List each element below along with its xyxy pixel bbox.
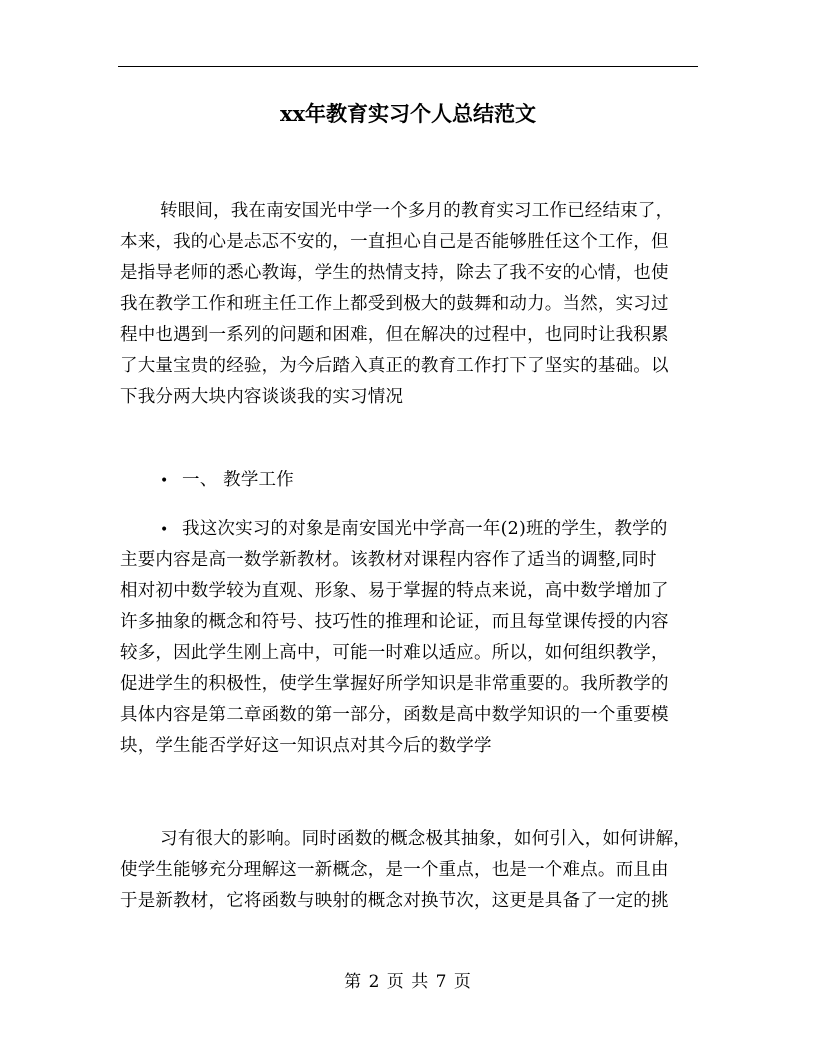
paragraph-2 (120, 514, 710, 762)
paragraph-line: 促进学生的积极性，使学生掌握好所学知识是非常重要的。我所教学的 (120, 674, 669, 694)
paragraph-line: 于是新教材，它将函数与映射的概念对换节次，这更是具备了一定的挑 (120, 891, 669, 911)
paragraph-line: 许多抽象的概念和符号、技巧性的推理和论证，而且每堂课传授的内容 (120, 612, 669, 632)
paragraph-1 (120, 196, 710, 413)
paragraph-line: 习有很大的影响。同时函数的概念极其抽象，如何引入，如何讲解， (160, 829, 691, 849)
bullet-icon: • (160, 522, 169, 538)
paragraph-line: 了大量宝贵的经验，为今后踏入真正的教育工作打下了坚实的基础。以 (120, 356, 669, 376)
paragraph-line: 是指导老师的悉心教诲，学生的热情支持，除去了我不安的心情，也使 (120, 263, 669, 283)
page-number-footer: 第 2 页 共 7 页 (344, 972, 472, 992)
paragraph-line: 程中也遇到一系列的问题和困难，但在解决的过程中，也同时让我积累 (120, 325, 669, 345)
paragraph-line: 主要内容是高一数学新教材。该教材对课程内容作了适当的调整,同时 (120, 550, 657, 570)
paragraph-line: 较多，因此学生刚上高中，可能一时难以适应。所以，如何组织教学， (120, 643, 669, 663)
paragraph-3 (120, 824, 710, 917)
paragraph-line: 本来，我的心是忐忑不安的，一直担心自己是否能够胜任这个工作，但 (120, 232, 669, 252)
paragraph-line: 具体内容是第二章函数的第一部分，函数是高中数学知识的一个重要模 (120, 705, 669, 725)
paragraph-text: 我这次实习的对象是南安国光中学高一年(2)班的学生，教学的 (182, 519, 668, 539)
paragraph-line: 我在教学工作和班主任工作上都受到极大的鼓舞和动力。当然，实习过 (120, 294, 669, 314)
paragraph-line: 使学生能够充分理解这一新概念，是一个重点，也是一个难点。而且由 (120, 860, 669, 880)
section-heading-text: 一、 教学工作 (182, 470, 294, 490)
bullet-icon: • (160, 473, 169, 489)
paragraph-line: 转眼间，我在南安国光中学一个多月的教育实习工作已经结束了， (160, 201, 674, 221)
paragraph-line: 块，学生能否学好这一知识点对其今后的数学学 (120, 736, 492, 756)
section-heading (120, 465, 710, 496)
paragraph-line (120, 514, 710, 545)
section-heading-line (120, 465, 710, 496)
header-rule (118, 66, 698, 67)
document-title: xx年教育实习个人总结范文 (279, 101, 537, 126)
paragraph-line: 下我分两大块内容谈谈我的实习情况 (120, 387, 404, 407)
paragraph-line: 相对初中数学较为直观、形象、易于掌握的特点来说，高中数学增加了 (120, 581, 669, 601)
